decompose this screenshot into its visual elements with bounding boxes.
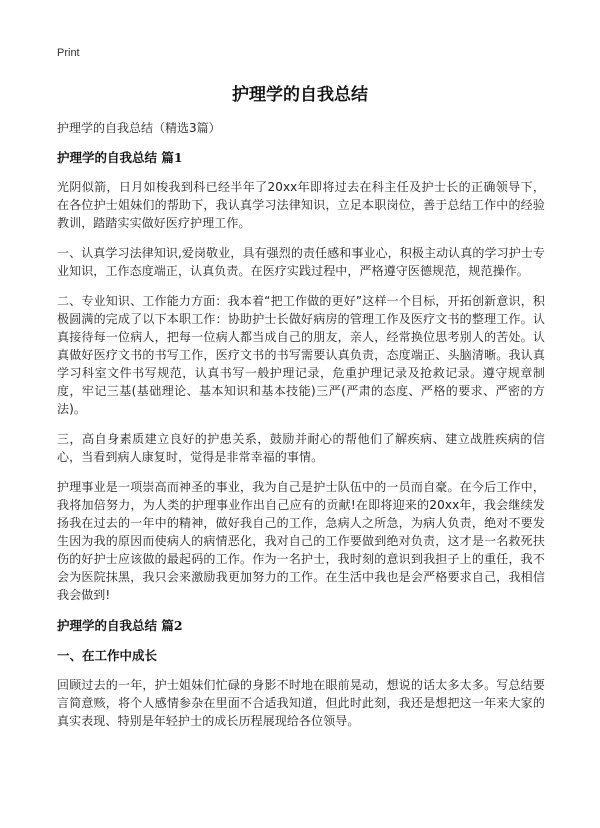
section-heading-1: 护理学的自我总结 篇1 xyxy=(57,150,183,165)
paragraph: 护理事业是一项崇高而神圣的事业，我为自己是护士队伍中的一员而自豪。在今后工作中，我将加倍努力，为人类的护理事业作出自己应有的贡献!在即将迎来的20xx年，我会继续发扬我在过去的一年中的精神，做好我自己的工作，急病人之所急，为病人负责，绝对不要发生因为我的原因而使病人的病情恶化，我对自己的工作要做到绝对负责，这才是一名救死扶伤的好护士应该做的最起码的工作。作为一名护士，我时刻的意识到我担子上的重任，我不会为医院抹黑，我只会来激励我更加努力的工作。在生活中我也是会严格要求自己，我相信我会做到! xyxy=(57,480,545,602)
paragraph: 光阴似箭，日月如梭我到科已经半年了20xx年即将过去在科主任及护士长的正确领导下，在各位护士姐妹们的帮助下，我认真学习法律知识，立足本职岗位，善于总结工作中的经验教训，踏踏实实做好医疗护理工作。 xyxy=(57,180,545,230)
document-subtitle: 护理学的自我总结（精选3篇） xyxy=(57,121,221,135)
document-body xyxy=(57,118,545,742)
paragraph: 二、专业知识、工作能力方面：我本着“把工作做的更好”这样一个目标，开拓创新意识，积极圆满的完成了以下本职工作：协助护士长做好病房的管理工作及医疗文书的整理工作。认真接待每一位病人，把每一位病人都当成自己的朋友，亲人，经常换位思考别人的苦处。认真做好医疗文书的书写工作，医疗文书的书写需要认真负责，态度端正、头脑清晰。我认真学习科室文件书写规范，认真书写一般护理记录，危重护理记录及抢救记录。遵守规章制度，牢记三基(基础理论、基本知识和基本技能)三严(严肃的态度、严格的要求、严密的方法)。 xyxy=(57,294,545,416)
paragraph: 回顾过去的一年，护士姐妹们忙碌的身影不时地在眼前晃动，想说的话太多太多。写总结要言简意赅，将个人感情参杂在里面不合适我知道，但此时此刻，我还是想把这一年来大家的真实表现、特别是年轻护士的成长历程展现给各位领导。 xyxy=(57,678,545,728)
paragraph: 一、认真学习法律知识,爱岗敬业，具有强烈的责任感和事业心，积极主动认真的学习护士专业知识，工作态度端正，认真负责。在医疗实践过程中，严格遵守医德规范，规范操作。 xyxy=(57,246,545,278)
paragraph: 三，高自身素质建立良好的护患关系，鼓励并耐心的帮他们了解疾病、建立战胜疾病的信心，当看到病人康复时，觉得是非常幸福的事情。 xyxy=(57,432,545,464)
print-link[interactable]: Print xyxy=(57,47,80,59)
section-heading-2: 护理学的自我总结 篇2 xyxy=(57,618,183,633)
page-title: 护理学的自我总结 xyxy=(232,85,368,105)
sub-heading: 一、在工作中成长 xyxy=(57,648,158,663)
